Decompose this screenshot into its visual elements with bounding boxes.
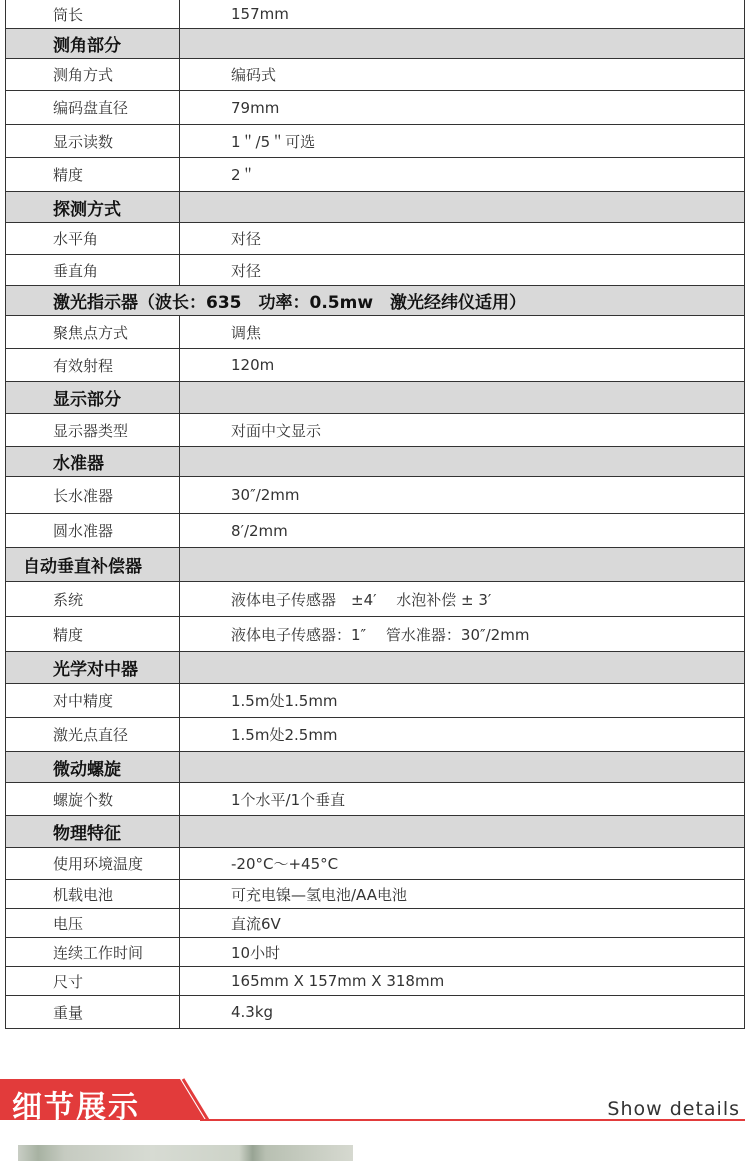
- spec-label: 机载电池: [6, 880, 180, 908]
- section-title: 物理特征: [6, 816, 180, 847]
- spec-label: 系统: [6, 582, 180, 616]
- spec-label: 螺旋个数: [6, 783, 180, 815]
- spec-value: 79mm: [231, 98, 280, 117]
- spec-row: [6, 414, 744, 447]
- spec-label: 圆水准器: [6, 514, 180, 547]
- spec-label: 水平角: [6, 223, 180, 254]
- spec-value: 对径: [231, 261, 262, 280]
- spec-label: 对中精度: [6, 684, 180, 717]
- spec-table: [5, 0, 745, 1029]
- spec-label: 精度: [6, 158, 180, 191]
- spec-label: 聚焦点方式: [6, 316, 180, 348]
- spec-label: 使用环境温度: [6, 848, 180, 879]
- spec-row: [6, 938, 744, 967]
- spec-label: 筒长: [6, 0, 180, 28]
- spec-label: 编码盘直径: [6, 91, 180, 124]
- spec-label: 有效射程: [6, 349, 180, 381]
- section-title: 测角部分: [6, 29, 180, 58]
- spec-value: 10小时: [231, 943, 281, 962]
- spec-value: 4.3kg: [231, 1003, 274, 1021]
- spec-row: [6, 684, 744, 718]
- banner-subtitle: Show details: [607, 1098, 740, 1120]
- section-header-angle: [6, 29, 744, 59]
- spec-value: 157mm: [231, 5, 289, 23]
- spec-value: 可充电镍—氢电池/AA电池: [231, 885, 407, 904]
- section-header-compensator: [6, 548, 744, 582]
- spec-label: 长水准器: [6, 477, 180, 513]
- spec-value: 1.5m处1.5mm: [231, 692, 338, 710]
- spec-value: 1＂/5＂可选: [231, 132, 316, 151]
- spec-row: [6, 477, 744, 514]
- spec-value: 165mm X 157mm X 318mm: [231, 972, 445, 990]
- section-title: 水准器: [6, 447, 180, 476]
- banner-title: 细节展示: [12, 1090, 140, 1125]
- spec-label: 显示器类型: [6, 414, 180, 446]
- spec-value: 120m: [231, 356, 275, 374]
- spec-label: 显示读数: [6, 125, 180, 157]
- spec-value: 直流6V: [231, 914, 281, 933]
- spec-row: [6, 718, 744, 752]
- spec-row: [6, 996, 744, 1028]
- section-title: 显示部分: [6, 382, 180, 413]
- section-header-tangent-screw: [6, 752, 744, 783]
- spec-value: 1个水平/1个垂直: [231, 790, 346, 809]
- spec-row: [6, 967, 744, 996]
- spec-label: 激光点直径: [6, 718, 180, 751]
- spec-row: [6, 223, 744, 255]
- spec-label: 尺寸: [6, 967, 180, 995]
- spec-value: 30″/2mm: [231, 486, 300, 504]
- section-header-detection: [6, 192, 744, 223]
- section-header-optical-plummet: [6, 652, 744, 684]
- spec-value: 2＂: [231, 166, 256, 184]
- spec-row: [6, 316, 744, 349]
- section-header-physical: [6, 816, 744, 848]
- spec-row: [6, 582, 744, 617]
- spec-value: 编码式: [231, 66, 277, 84]
- spec-label: 电压: [6, 909, 180, 937]
- spec-row: [6, 255, 744, 286]
- product-photo-strip: [18, 1145, 353, 1161]
- spec-value: -20°C～+45°C: [231, 855, 339, 873]
- section-header-laser: [6, 286, 744, 316]
- spec-value: 对径: [231, 230, 262, 248]
- spec-label: 精度: [6, 617, 180, 651]
- spec-row: [6, 158, 744, 192]
- spec-label: 连续工作时间: [6, 938, 180, 966]
- section-header-level: [6, 447, 744, 477]
- spec-value: 液体电子传感器：1″ 管水准器：30″/2mm: [231, 625, 530, 644]
- spec-value: 调焦: [231, 323, 262, 342]
- section-title: 自动垂直补偿器: [6, 548, 180, 581]
- spec-row: [6, 880, 744, 909]
- spec-row: [6, 909, 744, 938]
- spec-label: 测角方式: [6, 59, 180, 90]
- section-header-display: [6, 382, 744, 414]
- spec-value: 液体电子传感器 ±4′ 水泡补偿 ± 3′: [231, 590, 492, 609]
- section-title: 激光指示器（波长：635 功率：0.5mw 激光经纬仪适用）: [53, 293, 527, 313]
- spec-row-tube-length: [6, 0, 744, 29]
- spec-row: [6, 783, 744, 816]
- spec-label: 垂直角: [6, 255, 180, 285]
- spec-row: [6, 125, 744, 158]
- spec-value: 对面中文显示: [231, 421, 322, 440]
- spec-row: [6, 617, 744, 652]
- spec-row: [6, 514, 744, 548]
- section-title: 探测方式: [6, 192, 180, 222]
- spec-row: [6, 848, 744, 880]
- section-title: 光学对中器: [6, 652, 180, 683]
- spec-label: 重量: [6, 996, 180, 1028]
- spec-row: [6, 349, 744, 382]
- spec-value: 1.5m处2.5mm: [231, 726, 338, 744]
- spec-value: 8′/2mm: [231, 521, 288, 540]
- section-title: 微动螺旋: [6, 752, 180, 782]
- spec-row: [6, 91, 744, 125]
- spec-row: [6, 59, 744, 91]
- section-banner: [0, 1078, 750, 1128]
